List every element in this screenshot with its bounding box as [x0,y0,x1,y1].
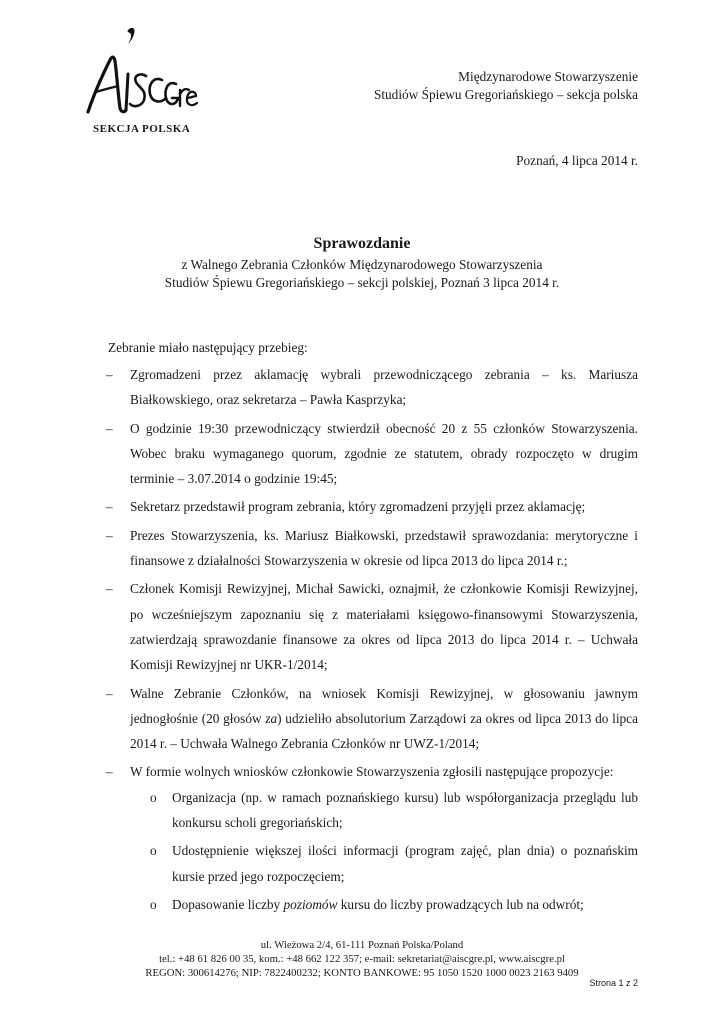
list-item-text: Walne Zebranie Członków, na wniosek Komisji Rewizyjnej, w głosowaniu jawnym jednogłośnie (20 głosów za) udzieliło absolutorium Zarządowi za okres od lipca 2013 do lipca 2014 r. – Uchwała Walnego Zebrania Członków nr UWZ-1/2014; [130,685,638,752]
footer-address: ul. Wieżowa 2/4, 61-111 Poznań Polska/Poland [260,939,464,951]
intro-text: Zebranie miało następujący przebieg: [108,340,308,355]
list-item-text: Sekretarz przedstawił program zebrania, który zgromadzeni przyjęli przez aklamację; [130,499,586,515]
proceedings-list [106,362,638,920]
footer-contact: tel.: +48 61 826 00 35, kom.: +48 662 122 357; e-mail: sekretariat@aiscgre.pl, www.aiscgre.pl [159,953,565,965]
circle-bullet: o [150,896,157,912]
list-item [106,416,638,492]
footer [0,938,724,980]
list-item-text: Członek Komisji Rewizyjnej, Michał Sawicki, oznajmił, że członkowie Komisji Rewizyjnej, po wcześniejszym zapoznaniu się z materiałami księgowo-finansowymi Stowarzyszenia, zatwierdzają sprawozdanie finansowe za okres od lipca 2013 do lipca 2014 r. – Uchwała Komisji Rewizyjnej nr UKR-1/2014; [130,581,638,673]
dash-bullet: – [106,367,113,382]
list-item [106,681,638,757]
emphasis: poziomów [283,896,338,912]
sublist-item [106,838,638,889]
dash-bullet: – [106,581,113,597]
sublist-item [106,892,638,917]
list-item [106,759,638,917]
list-item-text: W formie wolnych wniosków członkowie Stowarzyszenia zgłosili następujące propozycje: [130,764,614,780]
document-date: Poznań, 4 lipca 2014 r. [516,153,638,168]
aiscgre-logo-mark [80,24,200,124]
list-item [106,362,638,413]
emphasis: za [265,710,278,726]
logo [80,24,200,142]
list-item [106,523,638,574]
sublist-item-text: Udostępnienie większej ilości informacji (program zajęć, plan dnia) o poznańskim kursie przed jego rozpoczęciem; [172,843,638,884]
subtitle-line2: Studiów Śpiewu Gregoriańskiego – sekcji polskiej, Poznań 3 lipca 2014 r. [164,274,560,290]
organization-name-line2: Studiów Śpiewu Gregoriańskiego – sekcja polska [373,87,638,102]
dash-bullet: – [106,499,113,515]
proposals-sublist [106,785,638,917]
document-subtitle [0,256,724,291]
list-item-text: Prezes Stowarzyszenia, ks. Mariusz Białkowski, przedstawił sprawozdania: merytoryczne i finansowe z działalności Stowarzyszenia w okresie od lipca 2013 do lipca 2014 r.; [130,527,638,569]
document-title: Sprawozdanie [313,235,411,252]
subtitle-line1: z Walnego Zebrania Członków Międzynarodowego Stowarzyszenia [181,257,543,272]
organization-header [374,68,638,104]
list-item [106,494,638,519]
list-item-text: O godzinie 19:30 przewodniczący stwierdził obecność 20 z 55 członków Stowarzyszenia. Wobec braku wymaganego quorum, zgodnie ze statutem, obrady rozpoczęto w drugim terminie – 3.07.2014 o godzinie 19:45; [130,420,638,487]
dash-bullet: – [106,685,113,701]
dash-bullet: – [106,527,113,543]
dash-bullet: – [106,420,113,436]
list-item-text: Zgromadzeni przez aklamację wybrali przewodniczącego zebrania – ks. Mariusza Białkowskiego, oraz sekretarza – Pawła Kasprzyka; [130,367,638,408]
sublist-item-text: Dopasowanie liczby poziomów kursu do liczby prowadzących lub na odwrót; [172,896,584,912]
list-item [106,576,638,677]
sublist-item [106,785,638,836]
circle-bullet: o [150,843,157,859]
circle-bullet: o [150,789,157,805]
sublist-item-text: Organizacja (np. w ramach poznańskiego kursu) lub współorganizacja przeglądu lub konkursu scholi gregoriańskich; [172,789,638,831]
organization-name-line1: Międzynarodowe Stowarzyszenie [458,69,638,84]
logo-caption: SEKCJA POLSKA [93,123,191,135]
page-number: Strona 1 z 2 [589,978,638,988]
footer-registry: REGON: 300614276; NIP: 7822400232; KONTO BANKOWE: 95 1050 1520 1000 0023 2163 9409 [145,967,579,979]
dash-bullet: – [106,764,113,780]
